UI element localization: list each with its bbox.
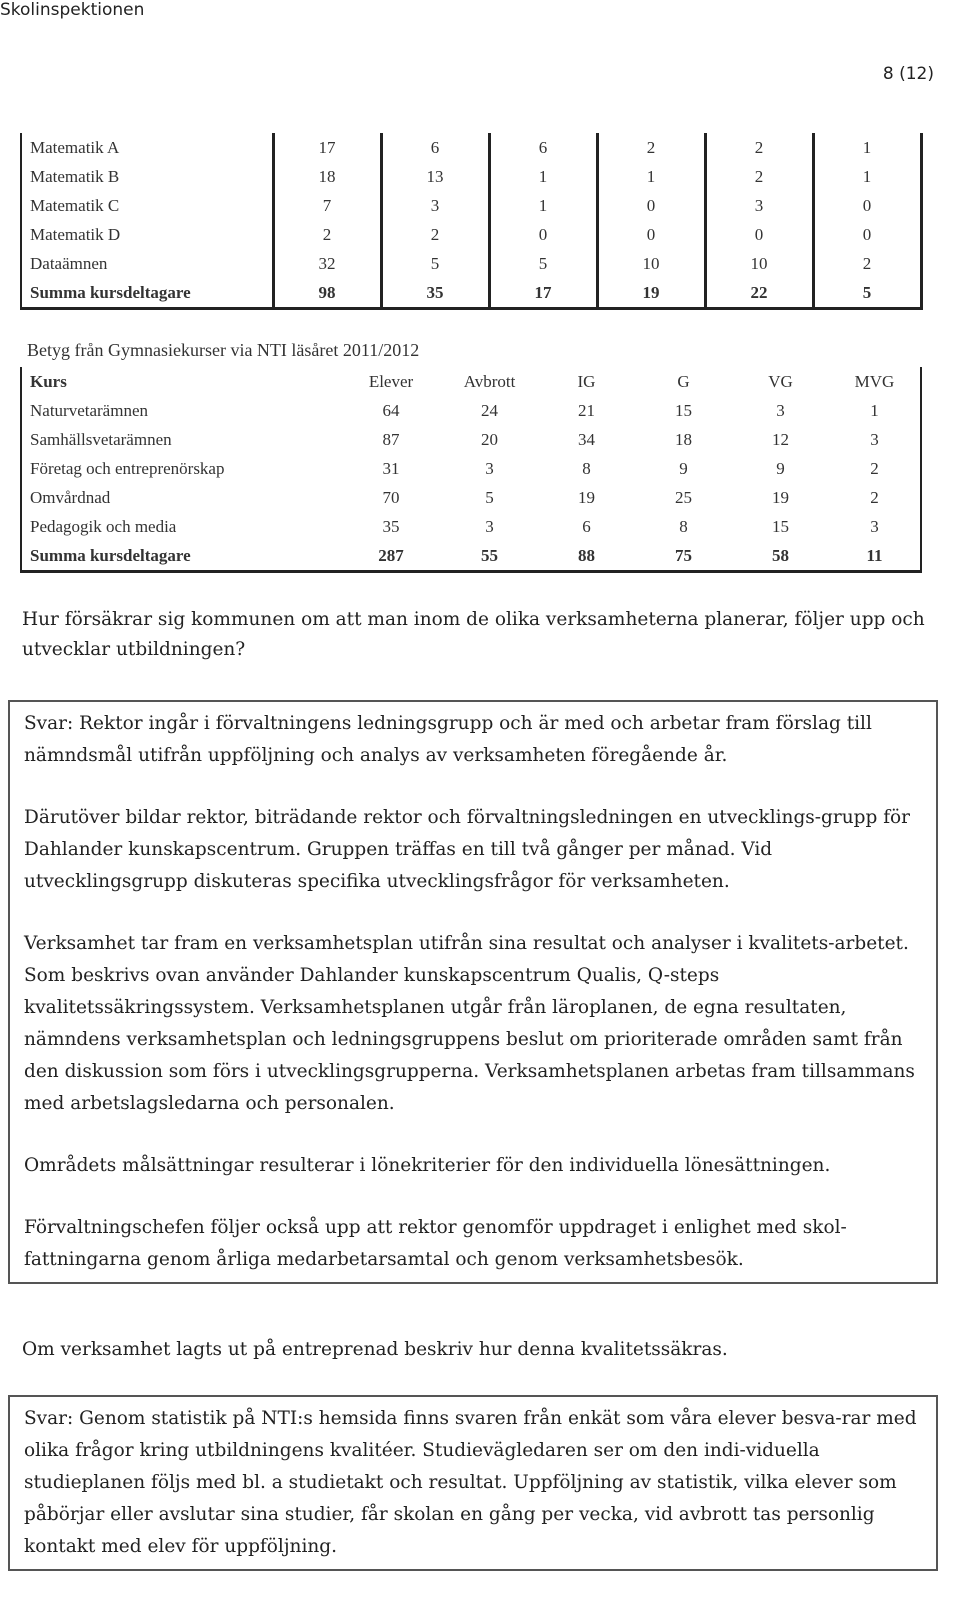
table-cell: 6 [489,133,597,162]
table-cell: 3 [705,191,813,220]
table-cell: 12 [772,429,789,449]
table-cell: 0 [597,191,705,220]
table-cell: 64 [382,400,400,420]
table-cell: 10 [705,249,813,278]
summary-cell: 5 [813,278,921,309]
table-cell: 3 [870,429,879,449]
row-label: Pedagogik och media [30,516,177,536]
row-label: Dataämnen [30,253,108,273]
answer-paragraph: Förvaltningschefen följer också upp att rektor genomför uppdraget i enlighet med skol-fattningarna genom årliga medarbetarsamtal och genom verksamhetsbesök. [24,1217,847,1270]
column-header: G [677,371,690,391]
table-cell: 15 [772,516,789,536]
summary-row [21,541,921,572]
table-row [21,454,921,483]
table-cell: 3 [776,400,785,420]
answer-paragraph: Områdets målsättningar resulterar i lönekriterier för den individuella lönesättningen. [24,1155,831,1176]
summary-cell: 287 [378,545,404,565]
table-cell: 3 [485,516,494,536]
summary-cell: 55 [481,545,498,565]
table-cell: 1 [870,400,879,420]
table-cell: 0 [813,220,921,249]
summary-row [21,278,921,309]
row-label: Matematik A [30,137,120,157]
table-cell: 8 [679,516,688,536]
summary-cell: 88 [578,545,595,565]
table-cell: 19 [578,487,595,507]
table-cell: 19 [772,487,789,507]
summary-cell: 17 [489,278,597,309]
table-cell: 0 [489,220,597,249]
table-cell: 3 [870,516,879,536]
summary-cell: 35 [381,278,489,309]
table-cell: 70 [382,487,400,507]
table-cell: 6 [582,516,591,536]
table-cell: 2 [870,458,879,478]
row-label: Matematik B [30,166,120,186]
table-cell: 2 [705,162,813,191]
table-row [21,133,921,162]
table-cell: 7 [273,191,381,220]
table-cell: 5 [381,249,489,278]
table-cell: 9 [679,458,688,478]
answer-box-entrepreneur [8,1395,938,1571]
table-cell: 31 [382,458,400,478]
row-label: Naturvetarämnen [30,400,148,420]
table-cell: 1 [597,162,705,191]
summary-cell: 11 [866,545,883,565]
summary-cell: 58 [772,545,789,565]
table-cell: 2 [381,220,489,249]
row-label: Omvårdnad [30,487,111,507]
table-cell: 1 [813,133,921,162]
table-cell: 87 [382,429,400,449]
table-cell: 3 [381,191,489,220]
table-cell: 25 [675,487,692,507]
table-cell: 10 [597,249,705,278]
table-cell: 2 [813,249,921,278]
table-row [21,425,921,454]
table-row [21,483,921,512]
table-cell: 5 [489,249,597,278]
column-header: VG [768,371,793,391]
table-cell: 2 [870,487,879,507]
table-cell: 0 [705,220,813,249]
summary-label: Summa kursdeltagare [30,545,191,565]
course-grades-table-2 [20,367,922,573]
table-cell: 15 [675,400,692,420]
summary-cell: 22 [705,278,813,309]
table-cell: 3 [485,458,494,478]
course-grades-table-1 [20,133,923,310]
question-entrepreneur: Om verksamhet lagts ut på entreprenad beskriv hur denna kvalitetssäkras. [22,1339,728,1360]
table-row [21,396,921,425]
answer-box-planning [8,700,938,1284]
table-cell: 20 [481,429,498,449]
table-row [21,249,921,278]
table-cell: 17 [273,133,381,162]
table-cell: 24 [481,400,498,420]
table-cell: 8 [582,458,591,478]
summary-cell: 19 [597,278,705,309]
table-cell: 1 [489,162,597,191]
page-number: 8 (12) [882,64,934,84]
column-header: IG [577,371,596,391]
answer-paragraph: Därutöver bildar rektor, biträdande rektor och förvaltningsledningen en utvecklings-grupp för Dahlander kunskapscentrum. Gruppen träffas en till två gånger per månad. Vid utvecklingsgrupp diskuteras specifika utvecklingsfrågor för verksamheten. [24,807,911,892]
table-cell: 2 [273,220,381,249]
summary-cell: 98 [273,278,381,309]
question-planning: Hur försäkrar sig kommunen om att man inom de olika verksamheterna planerar, följer upp och utvecklar utbildningen? [22,609,925,660]
table-header-row [21,367,921,396]
table-cell: 13 [381,162,489,191]
column-header: Elever [368,371,414,391]
header-agency: Skolinspektionen [0,0,145,20]
table-cell: 0 [597,220,705,249]
table-cell: 18 [273,162,381,191]
table-row [21,191,921,220]
table-cell: 35 [382,516,400,536]
summary-cell: 75 [675,545,692,565]
table-cell: 32 [273,249,381,278]
table-cell: 1 [489,191,597,220]
table-cell: 18 [675,429,692,449]
column-header-course: Kurs [30,371,67,391]
row-label: Samhällsvetarämnen [30,429,172,449]
table-cell: 9 [776,458,785,478]
table-cell: 6 [381,133,489,162]
table-cell: 2 [705,133,813,162]
table-row [21,512,921,541]
column-header: MVG [854,371,895,391]
table-row [21,162,921,191]
table-2-title: Betyg från Gymnasiekurser via NTI läsåret 2011/2012 [27,340,420,360]
table-cell: 0 [813,191,921,220]
answer-paragraph: Svar: Rektor ingår i förvaltningens ledningsgrupp och är med och arbetar fram förslag till nämndsmål utifrån uppföljning och analys av verksamheten föregående år. [24,713,872,766]
table-cell: 34 [578,429,595,449]
row-label: Matematik C [30,195,120,215]
summary-label: Summa kursdeltagare [30,282,191,302]
table-cell: 2 [597,133,705,162]
answer-paragraph: Svar: Genom statistik på NTI:s hemsida finns svaren från enkät som våra elever besva-rar med olika frågor kring utbildningens kvalitéer. Studievägledaren ser om den indi-viduella studieplanen följs med bl. a studietakt och resultat. Uppföljning av statistik, vilka elever som påbörjar eller avslutar sina studier, får skolan en gång per vecka, vid avbrott tas personlig kontakt med elev för uppföljning. [24,1408,917,1557]
row-label: Matematik D [30,224,121,244]
answer-paragraph: Verksamhet tar fram en verksamhetsplan utifrån sina resultat och analyser i kvalitets-arbetet. Som beskrivs ovan använder Dahlander kunskapscentrum Qualis, Q-steps kvalitetssäkringssystem. Verksamhetsplanen utgår från läroplanen, de egna resultaten, nämndens verksamhetsplan och ledningsgruppens beslut om prioriterade områden samt från den diskussion som förs i utvecklingsgrupperna. Verksamhetsplanen arbetas fram tillsammans med arbetslagsledarna och personalen. [24,933,915,1114]
table-row [21,220,921,249]
column-header: Avbrott [463,371,516,391]
table-cell: 1 [813,162,921,191]
table-cell: 21 [578,400,595,420]
row-label: Företag och entreprenörskap [30,458,225,478]
table-cell: 5 [485,487,494,507]
